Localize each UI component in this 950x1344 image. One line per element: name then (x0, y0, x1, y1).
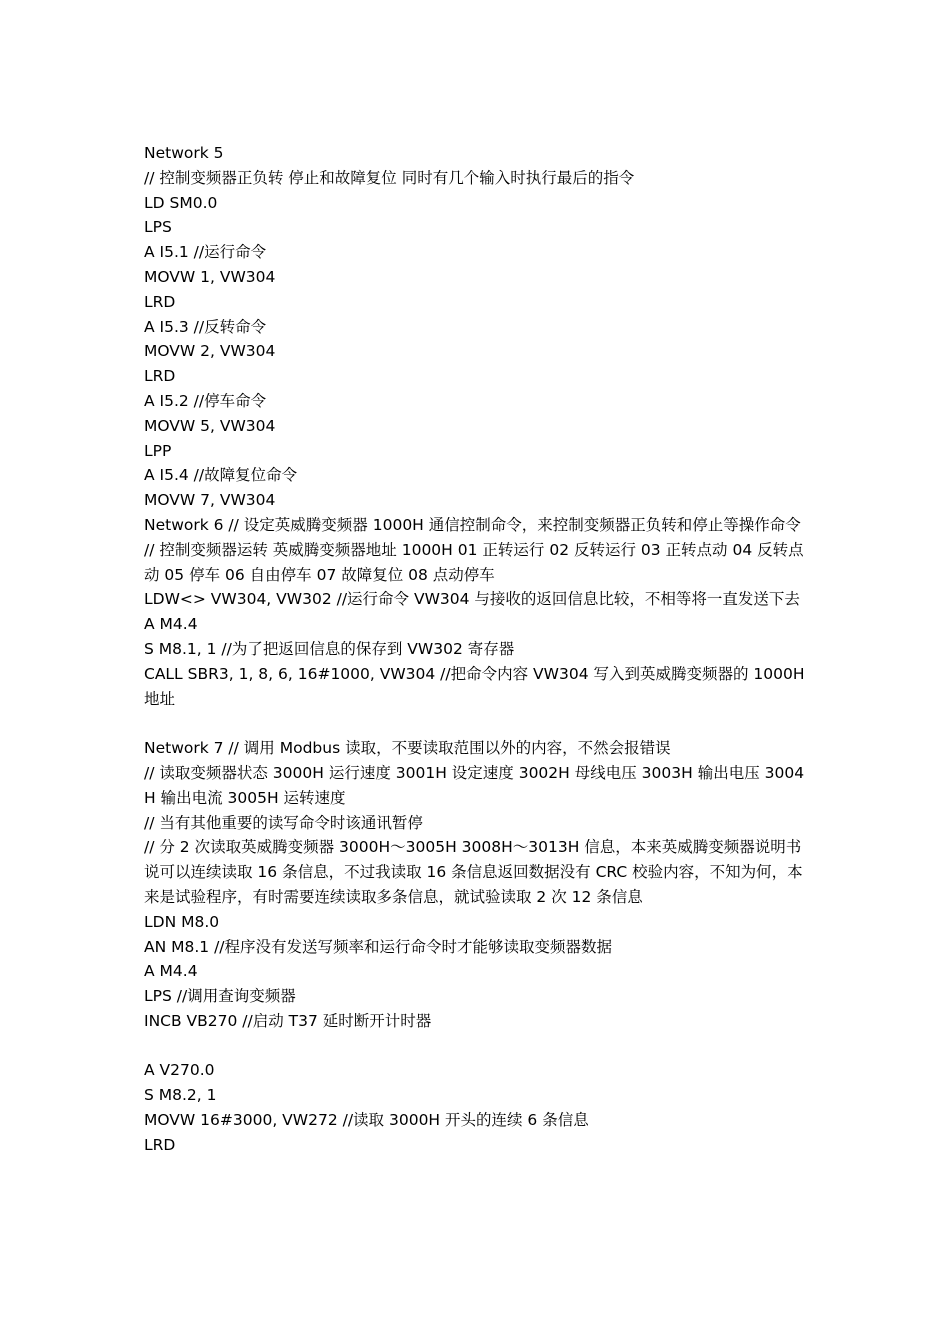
text-line: LPS //调用查询变频器 (144, 987, 296, 1006)
text-line: LRD (144, 367, 176, 386)
text-line: S M8.2, 1 (144, 1086, 217, 1105)
text-line: LRD (144, 1135, 176, 1154)
text-line: A V270.0 (144, 1061, 215, 1080)
text-line: Network 5 (144, 144, 224, 162)
text-line: AN M8.1 //程序没有发送写频率和运行命令时才能够读取变频器数据 (144, 937, 613, 956)
text-line: // 分 2 次读取英威腾变频器 3000H～3005H 3008H～3013H 信息，本来英威腾变频器说明书说可以连续读取 16 条信息，不过我读取 16 条信息返回数据没有 CRC 校验内容，不知为何，本来是试验程序，有时需要连续读取多条信息，就试验读取 2 次 12 条信息 (144, 838, 803, 906)
text-line: CALL SBR3, 1, 8, 6, 16#1000, VW304 //把命令内容 VW304 写入到英威腾变频器的 1000H 地址 (144, 664, 805, 708)
text-line: A M4.4 (144, 615, 198, 634)
text-line: LPP (144, 441, 172, 460)
text-line: MOVW 7, VW304 (144, 491, 276, 510)
text-line: LPS (144, 218, 172, 237)
text-line: LDN M8.0 (144, 912, 220, 931)
text-line: MOVW 2, VW304 (144, 342, 276, 361)
text-line: LD SM0.0 (144, 193, 218, 212)
text-line: A I5.3 //反转命令 (144, 317, 267, 336)
text-line: LDW<> VW304, VW302 //运行命令 VW304 与接收的返回信息比较，不相等将一直发送下去 (144, 590, 800, 609)
document-body (144, 141, 814, 1158)
text-line: MOVW 16#3000, VW272 //读取 3000H 开头的连续 6 条信息 (144, 1111, 589, 1130)
text-line: LRD (144, 292, 176, 311)
text-line: // 读取变频器状态 3000H 运行速度 3001H 设定速度 3002H 母线电压 3003H 输出电压 3004H 输出电流 3005H 运转速度 (144, 763, 805, 807)
text-line: Network 7 // 调用 Modbus 读取，不要读取范围以外的内容，不然会报错误 (144, 739, 671, 758)
blank-line (144, 1034, 814, 1059)
text-line: A I5.2 //停车命令 (144, 391, 267, 410)
text-line: A M4.4 (144, 962, 198, 981)
text-line: // 当有其他重要的读写命令时该通讯暂停 (144, 813, 423, 832)
text-line: // 控制变频器正负转 停止和故障复位 同时有几个输入时执行最后的指令 (144, 168, 635, 187)
text-line: INCB VB270 //启动 T37 延时断开计时器 (144, 1011, 432, 1030)
text-line: A I5.1 //运行命令 (144, 243, 267, 262)
text-line: Network 6 // 设定英威腾变频器 1000H 通信控制命令，来控制变频器正负转和停止等操作命令 (144, 515, 801, 534)
text-line: // 控制变频器运转 英威腾变频器地址 1000H 01 正转运行 02 反转运行 03 正转点动 04 反转点动 05 停车 06 自由停车 07 故障复位 08 点动停车 (144, 540, 804, 584)
blank-line (144, 711, 814, 736)
text-line: MOVW 1, VW304 (144, 267, 276, 286)
text-line: S M8.1, 1 //为了把返回信息的保存到 VW302 寄存器 (144, 639, 515, 658)
text-line: MOVW 5, VW304 (144, 416, 276, 435)
text-line: A I5.4 //故障复位命令 (144, 466, 298, 485)
